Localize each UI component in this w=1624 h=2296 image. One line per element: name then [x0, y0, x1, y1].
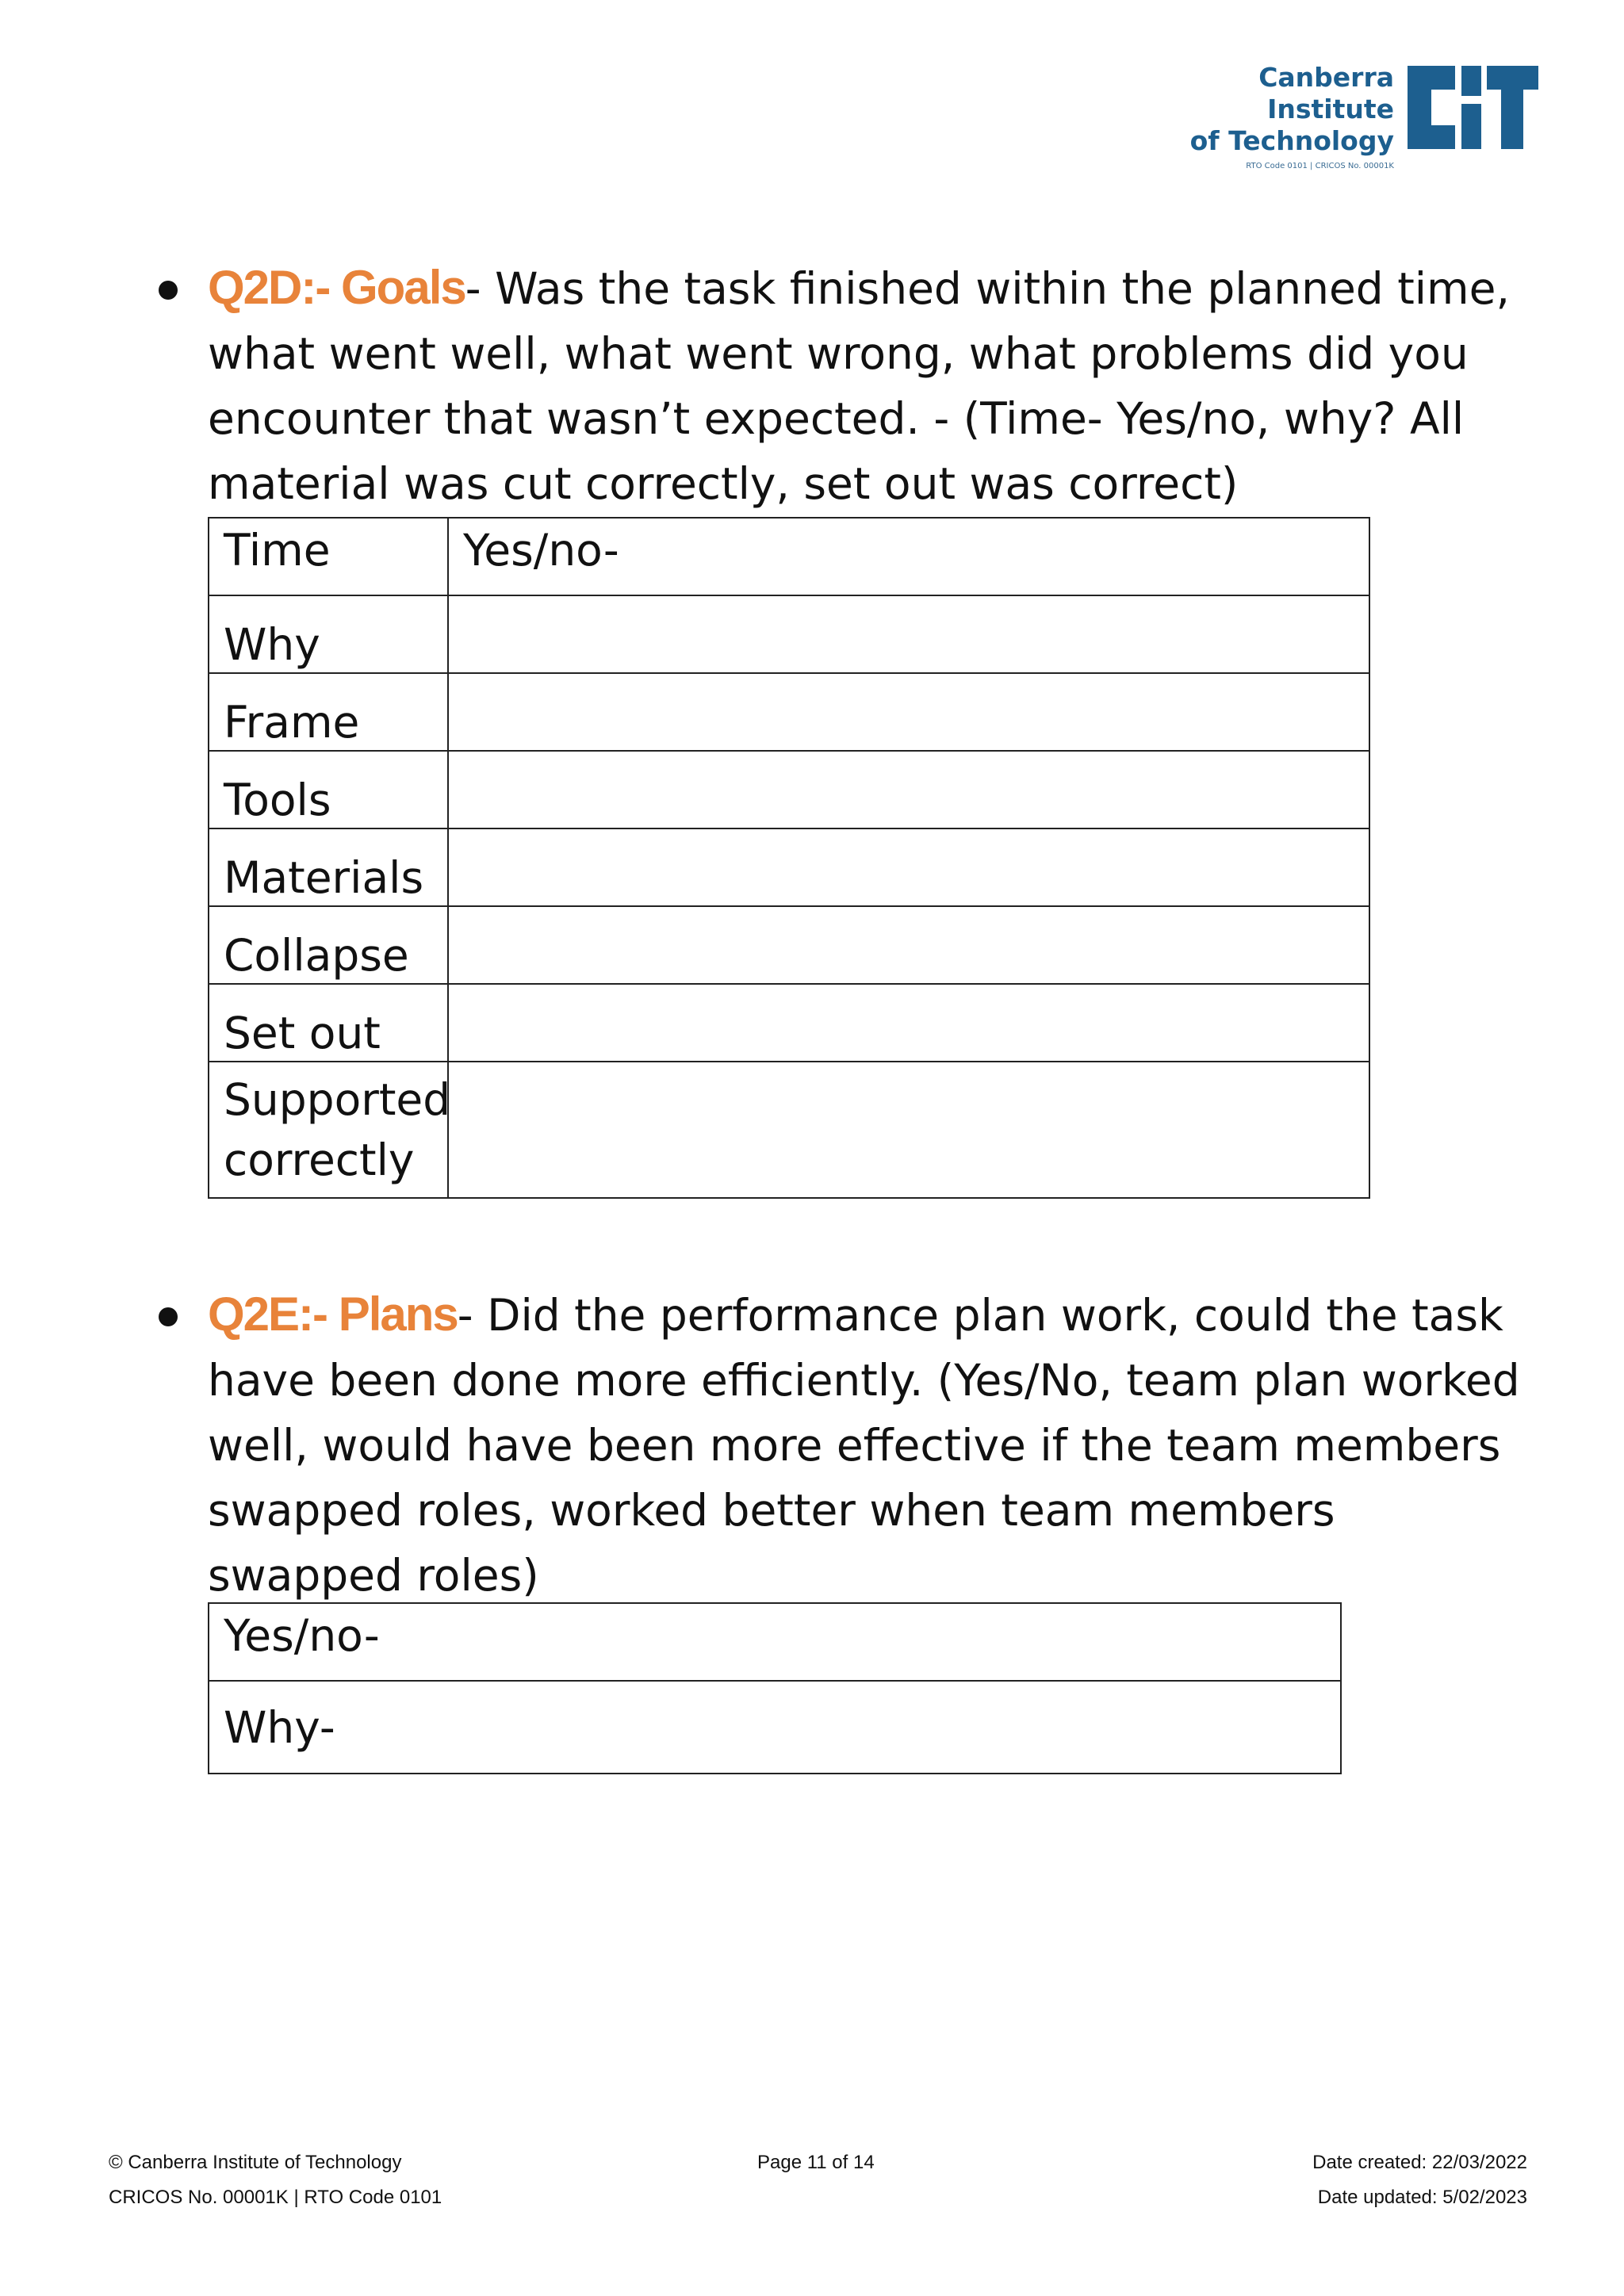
row-label-supported-correctly: Supported correctly — [209, 1062, 448, 1198]
table-row — [209, 518, 1369, 595]
logo-line-1: Canberra Institute — [1258, 62, 1394, 124]
footer-right — [1312, 2145, 1527, 2215]
row-value-frame[interactable] — [448, 673, 1369, 751]
q2e-label: Q2E:- Plans — [208, 1288, 458, 1341]
footer-cricos: CRICOS No. 00001K | RTO Code 0101 — [109, 2187, 442, 2208]
footer-copyright: © Canberra Institute of Technology — [109, 2152, 402, 2173]
row-value-tools[interactable] — [448, 751, 1369, 828]
table-row — [209, 828, 1369, 906]
footer-date-created: Date created: 22/03/2022 — [1312, 2152, 1527, 2173]
row-value-supported-correctly[interactable] — [448, 1062, 1369, 1198]
row-label-materials: Materials — [209, 828, 448, 906]
row-label-why: Why — [209, 595, 448, 673]
row-label-frame: Frame — [209, 673, 448, 751]
bullet-q2d — [159, 281, 178, 300]
cit-logo-mark — [1408, 66, 1538, 149]
q2e-why-field[interactable]: Why- — [209, 1681, 1341, 1774]
q2e-text: - Did the performance plan work, could the task have been done more efficiently. (Yes/No, team plan worked well, would have been more effective if the team members swapped roles, worked better when team members swapped roles) — [208, 1290, 1520, 1601]
q2e-table — [208, 1602, 1342, 1774]
table-row — [209, 984, 1369, 1062]
bullet-q2e — [159, 1307, 178, 1326]
table-row — [209, 906, 1369, 984]
table-row — [209, 1603, 1341, 1681]
cit-logo — [1142, 62, 1538, 170]
q2d-question — [208, 255, 1524, 516]
table-row — [209, 751, 1369, 828]
q2e-question — [208, 1282, 1524, 1608]
table-row — [209, 1062, 1369, 1198]
q2d-text: - Was the task finished within the planned time, what went well, what went wrong, what problems did you encounter that wasn’t expected. - (Time- Yes/no, why? All material was cut correctly, set out was correct) — [208, 263, 1510, 509]
footer-page-number: Page 11 of 14 — [757, 2152, 875, 2173]
row-label-tools: Tools — [209, 751, 448, 828]
q2d-table — [208, 517, 1370, 1199]
row-value-materials[interactable] — [448, 828, 1369, 906]
table-row — [209, 595, 1369, 673]
table-row — [209, 1681, 1341, 1774]
logo-text — [1142, 62, 1394, 176]
footer-left — [109, 2145, 442, 2215]
row-value-collapse[interactable] — [448, 906, 1369, 984]
row-value-why[interactable] — [448, 595, 1369, 673]
row-label-collapse: Collapse — [209, 906, 448, 984]
logo-line-3: RTO Code 0101 | CRICOS No. 00001K — [1246, 162, 1394, 170]
row-label-set-out: Set out — [209, 984, 448, 1062]
table-row — [209, 673, 1369, 751]
logo-line-2: of Technology — [1189, 125, 1394, 156]
footer-date-updated: Date updated: 5/02/2023 — [1317, 2187, 1527, 2208]
q2e-yes-no-field[interactable]: Yes/no- — [209, 1603, 1341, 1681]
footer-center — [757, 2145, 875, 2180]
row-value-set-out[interactable] — [448, 984, 1369, 1062]
q2d-label: Q2D:- Goals — [208, 261, 465, 314]
row-value-time[interactable]: Yes/no- — [448, 518, 1369, 595]
row-label-time: Time — [209, 518, 448, 595]
